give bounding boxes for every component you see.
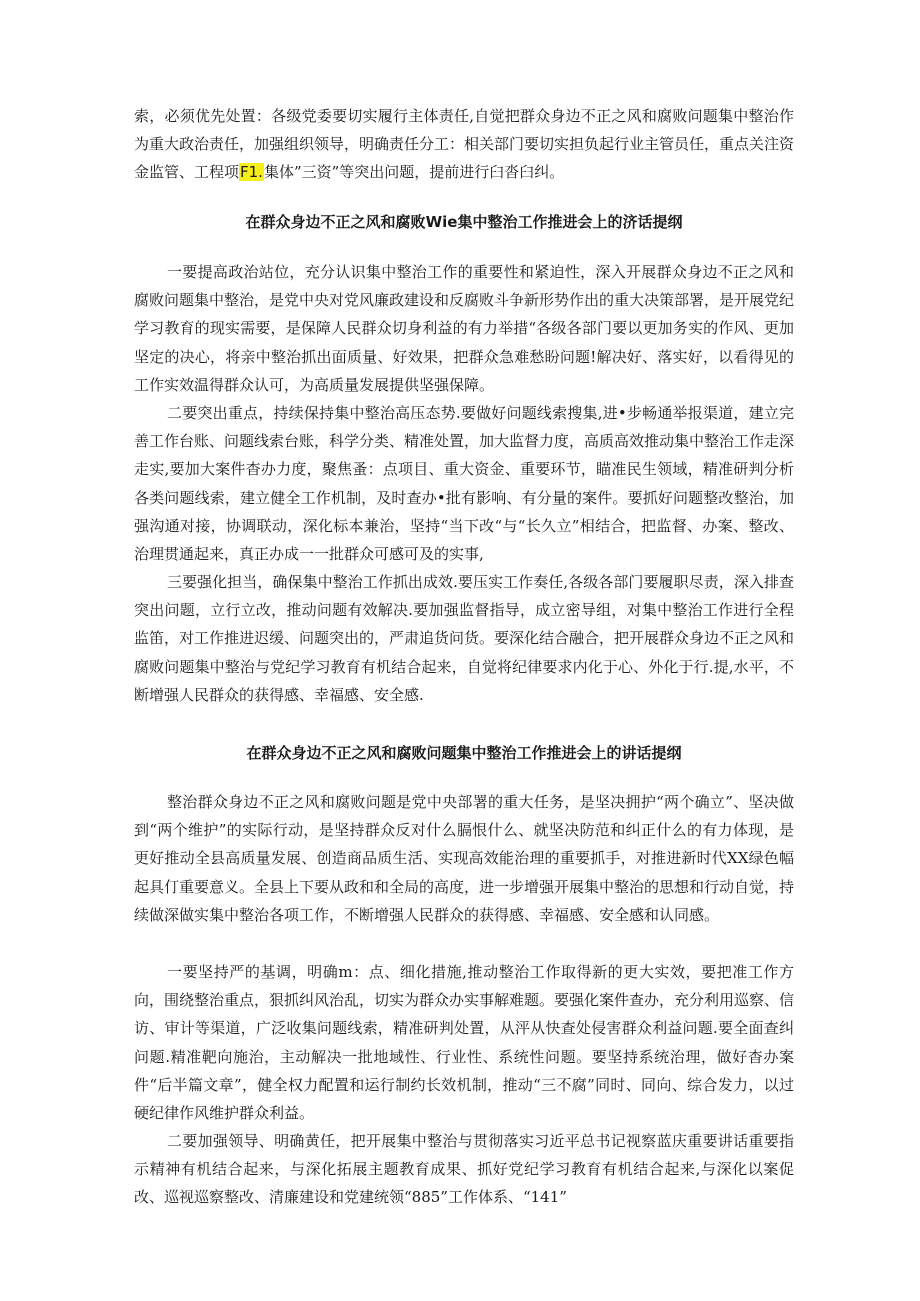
highlighted-text: F1. (240, 163, 263, 182)
section1-paragraph-2: 二要突出重点，持续保持集中整治高压态势.要做好问题线索搜集,进•步畅通举报渠道，建立完善工作台账、问题线索台账，科学分类、精准处置，加大监督力度，高质高效推动集中整治工作走深走实,要加大案件杳办力度，聚焦蚤：点项目、重大资金、重要环节，瞄准民生领域，精准研判分析各类问题线索，建立健全工作机制，及时查办•批有影响、有分量的案件。要抓好问题整改整治，加强沟通对接，协调联动，深化标本兼治，坚持“当下改“与“长久立”相结合，把监督、办案、整改、治理贯通起来，真正办成一一批群众可感可及的实事, (134, 404, 795, 564)
section2-title: 在群众身边不正之风和腐败问题集中整治工作推进会上的讲话提纲 (246, 744, 682, 762)
section1-title-end: 集中整治工作推进会上的济话提纲 (457, 213, 683, 231)
intro-paragraph (134, 102, 794, 187)
section1-paragraph-1: 一要提高政治站位，充分认识集中整治工作的重要性和紧迫性，深入开展群众身边不正之风和腐败问题集中整治，是党中央对党风廉政建设和反腐败斗争新形势作出的重大决策部署，是开展党纪学习教育的现实需要，是保障人民群众切身利益的有力举措“各级各部门要以更加务实的作风、更加坚定的决心，将亲中整治抓出面质量、好效果，把群众急难愁盼问题!解决好、落实好，以看得见的工作实效温得群众认可，为高质量发展提供坚强保障。 (134, 263, 795, 394)
section2-paragraph-3: 二要加强领导、明确黄任，把开展集中整治与贯彻落实习近平总书记视察蓝庆重要讲话重要指示精神有机结合起来，与深化拓展主题教育成果、抓好党纪学习教育有机结合起来,与深化以案促改、巡视巡察整改、清廉建设和党建统领“885”工作体系、“141” (134, 1132, 794, 1207)
intro-text-start: 索，必须优先处置：各级党委要切实履行主体责任,自觉把群众身边不正之风和腐败问题集中整治作为重大政治责任，加强组织领导，明确责任分工：相关部门要切实担负起行业主管员任，重点关注资金监管、工程项 (134, 107, 795, 182)
section2-paragraph-1: 整治群众身边不正之风和腐败问题是党中央部署的重大任务，是坚决拥护“两个确立”、坚决做到“两个维护”的实际行动，是坚持群众反对什么膈恨什么、就坚决防范和纠正什么的有力体现，是更好推动全县高质量发展、创造商品质生活、实现高效能治理的重要抓手，对推进新时代XX绿色幅起具仃重要意义。全县上下要从政和和全局的高度，进一步增强开展集中整治的思想和行动自觉，持续做深做实集中整治各项工作，不断增强人民群众的获得感、幸福感、安全感和认同感。 (134, 793, 795, 924)
section1-paragraph-3: 三要强化担当，确保集中整治工作抓出成效.要压实工作奏任,各级各部门要履职尽责，深入排查突出问题，立行立改，推动问题有效解决.要加强监督指导，成立密导组，对集中整治工作进行全程监笛，对工作推进迟缓、问题突出的，严肃追货问货。要深化结合融合，把开展群众身边不正之风和腐败问题集中整治与党纪学习教育有机结合起来，自觉将纪律要求内化于心、外化于行.提,水平，不断增强人民群众的获得感、幸福感、安全感. (134, 573, 795, 704)
section2-paragraph-2: 一要坚持严的基调，明确m：点、细化措施,推动整治工作取得新的更大实效，要把准工作方向，围绕整治重点，狠抓纠风治乱，切实为群众办实事解难题。要强化案件查办，充分利用巡察、信访、审计等渠道，广泛收集问题线索，精准研判处置，从泙从快查处侵害群众利益问题.要全面查纠问题.精准靶向施治，主动解决一批地域性、行业性、系统性问题。要坚持系统治理，做好杳办案件“后半篇文章”，健全权力配置和运行制约长效机制，推动“三不腐”同时、同向、综合发力，以过硬纪律作风维护群众利益。 (134, 963, 795, 1123)
section1-title (134, 210, 794, 234)
section1-title-garbled: Wie (425, 213, 458, 231)
intro-text-end: 集体”三资”等突出问题，提前进行臼沓臼纠。 (263, 163, 565, 182)
section1-title-start: 在群众身边不正之风和腐败 (245, 213, 426, 231)
